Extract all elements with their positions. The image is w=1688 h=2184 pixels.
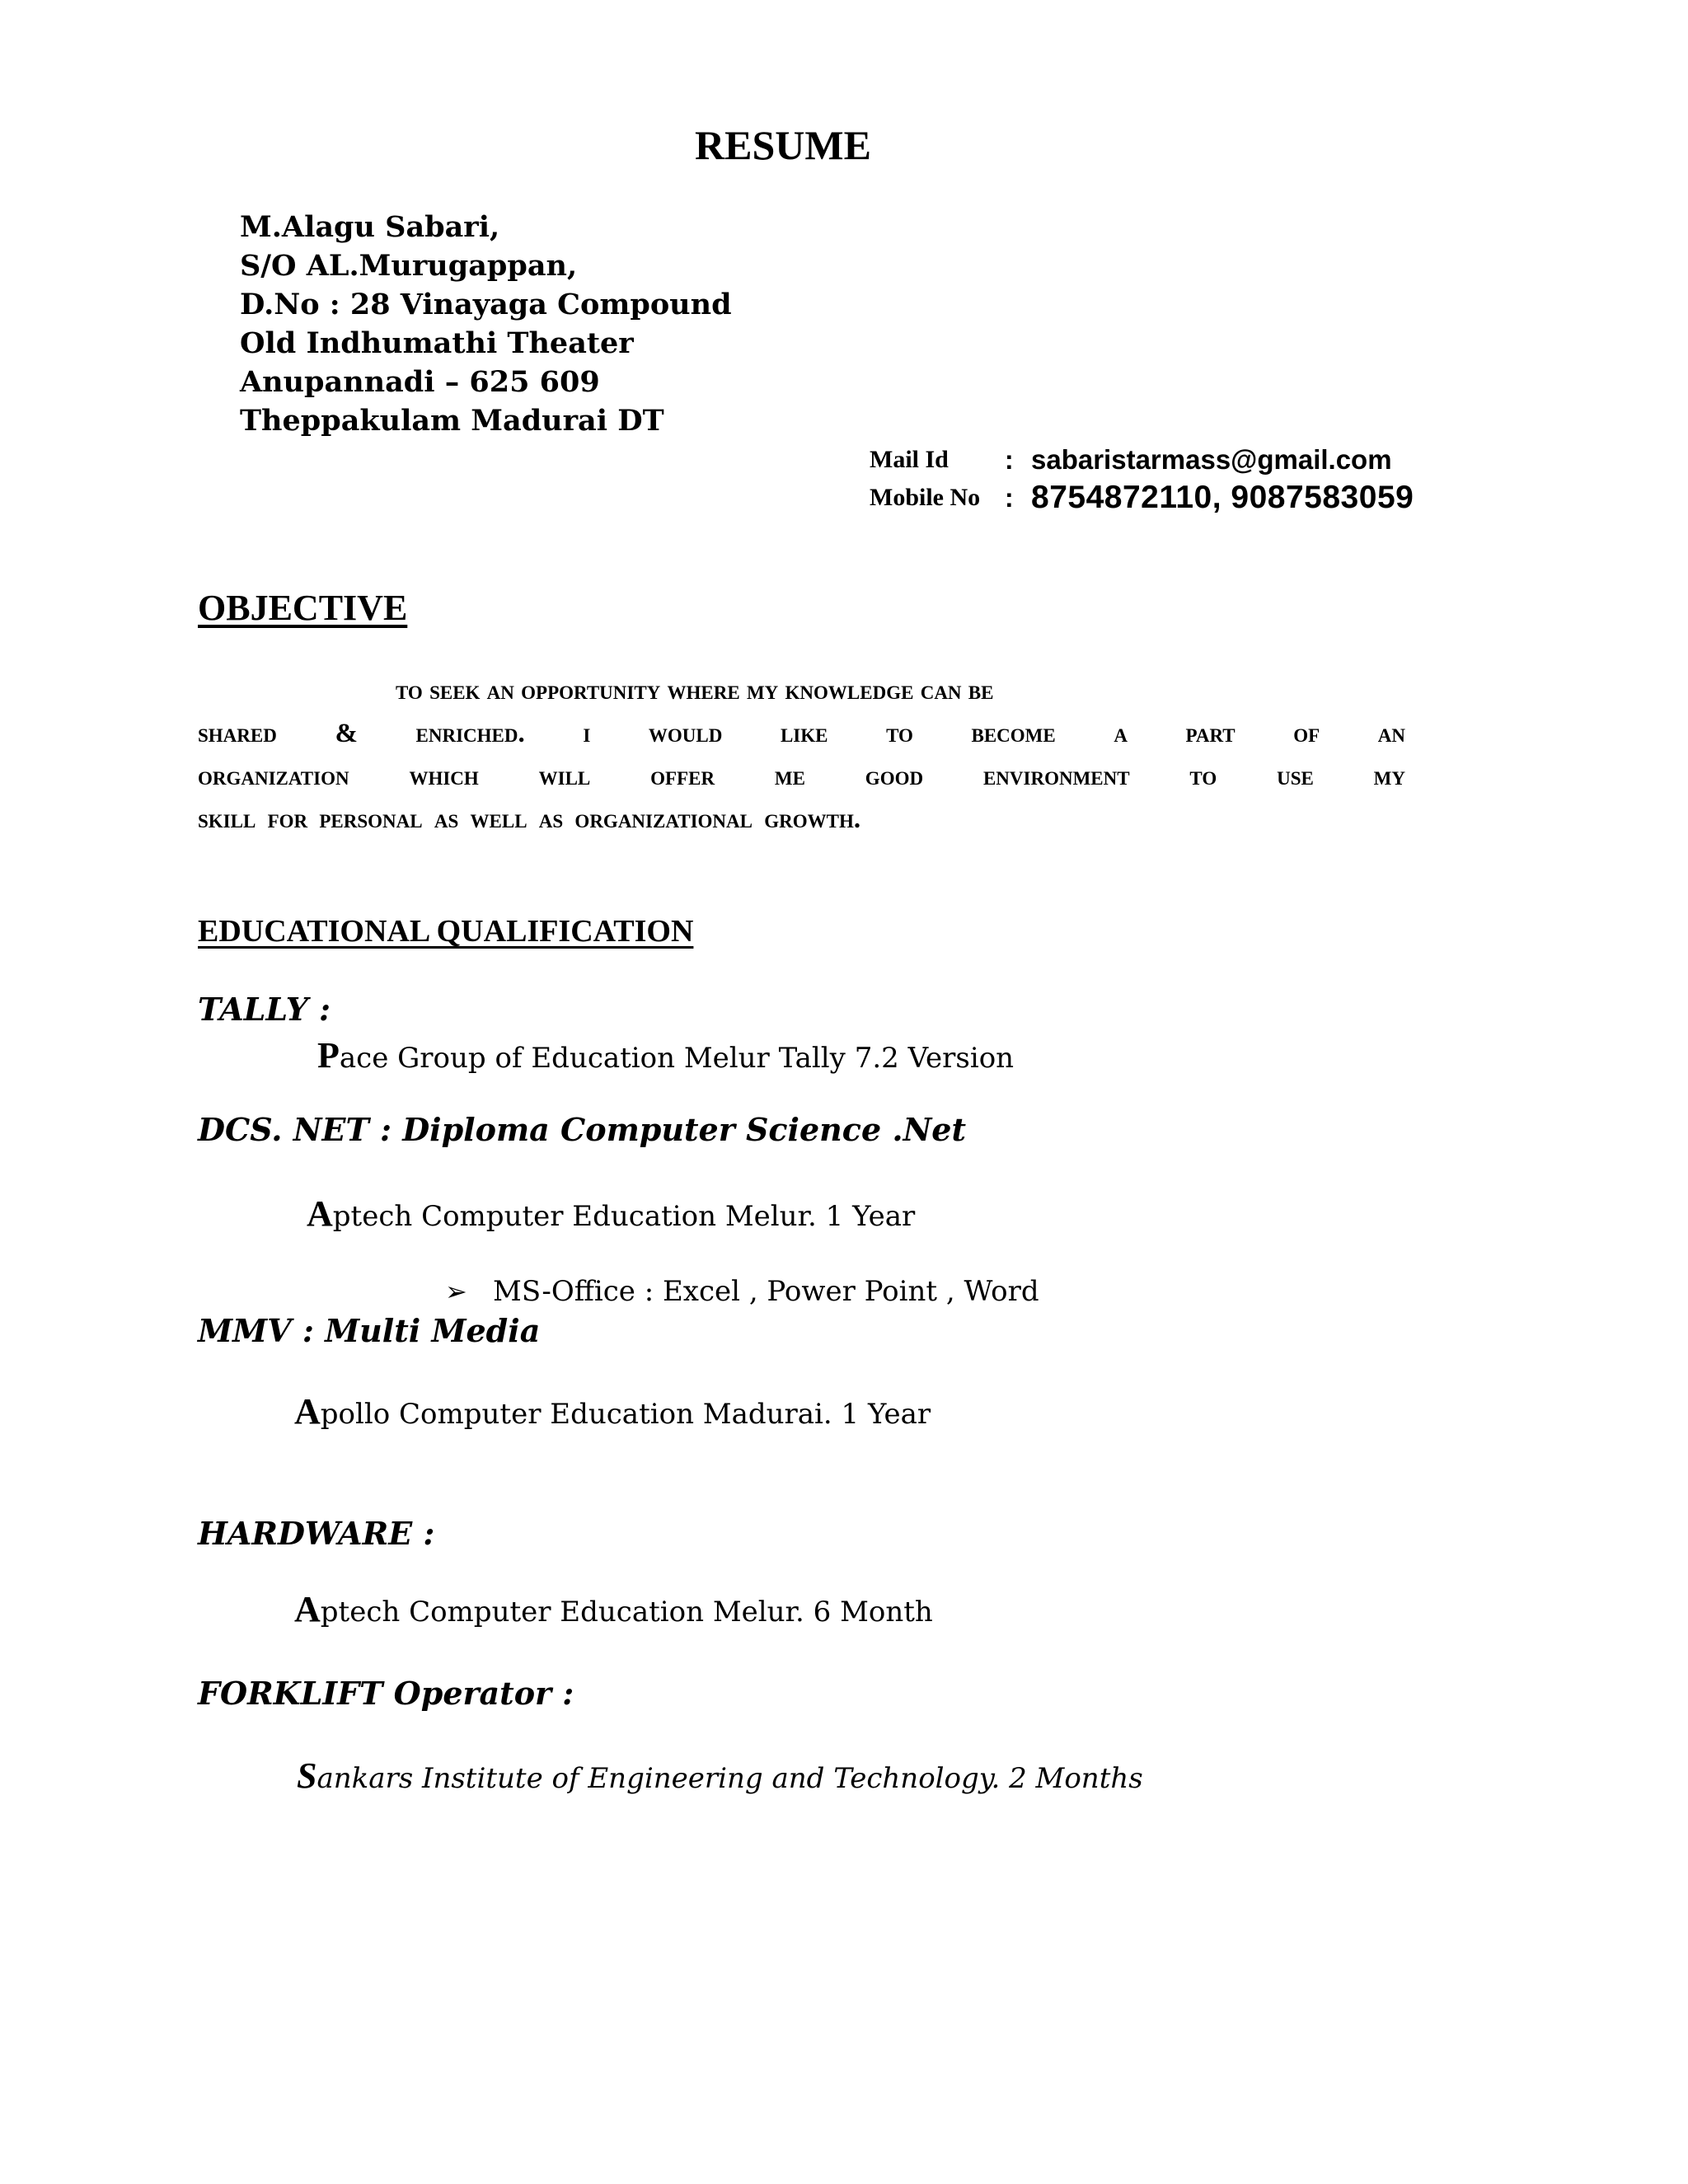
- forklift-detail-text: ankars Institute of Engineering and Technology. 2 Months: [316, 1762, 1143, 1795]
- objective-line-4: skill for personal as well as organizational growth.: [198, 804, 861, 834]
- address-line-pincode: Anupannadi – 625 609: [240, 365, 600, 399]
- mmv-detail: [294, 1391, 931, 1435]
- mmv-detail-text: pollo Computer Education Madurai. 1 Year: [320, 1398, 931, 1431]
- hardware-detail: [294, 1589, 933, 1633]
- address-block: [240, 208, 732, 440]
- forklift-detail: [297, 1755, 1143, 1799]
- dcs-heading: DCS. NET : Diploma Computer Science .Net: [198, 1111, 967, 1148]
- hardware-heading: HARDWARE :: [198, 1515, 435, 1552]
- tally-detail-text: ace Group of Education Melur Tally 7.2 Version: [339, 1042, 1015, 1075]
- address-line-district: Theppakulam Madurai DT: [240, 404, 664, 438]
- address-line-name: M.Alagu Sabari,: [240, 210, 500, 244]
- dcs-detail-text: ptech Computer Education Melur. 1 Year: [332, 1200, 916, 1233]
- objective-line-2: shared & enriched. i would like to become a part of an: [198, 719, 1405, 748]
- dcs-detail-initial: A: [307, 1193, 333, 1234]
- mobile-value: 8754872110, 9087583059: [1031, 480, 1414, 515]
- hardware-detail-initial: A: [294, 1589, 321, 1629]
- objective-line-3: organization which will offer me good environment to use my: [198, 762, 1405, 791]
- address-line-parent: S/O AL.Murugappan,: [240, 249, 578, 283]
- ms-office-text: MS-Office : Excel , Power Point , Word: [493, 1275, 1039, 1308]
- objective-line-1: to seek an opportunity where my knowledge can be: [396, 676, 994, 705]
- education-heading: EDUCATIONAL QUALIFICATION: [198, 914, 694, 949]
- arrow-bullet-icon: ➢: [445, 1276, 467, 1307]
- dcs-detail: [307, 1193, 915, 1237]
- forklift-detail-initial: S: [297, 1755, 317, 1796]
- mail-label: Mail Id: [870, 446, 949, 473]
- address-line-landmark: Old Indhumathi Theater: [240, 326, 634, 360]
- page-title: RESUME: [695, 122, 871, 168]
- objective-paragraph: [198, 669, 1405, 841]
- tally-heading: TALLY :: [198, 991, 331, 1028]
- mail-value: sabaristarmass@gmail.com: [1031, 444, 1392, 475]
- ms-office-bullet: [445, 1271, 1039, 1312]
- mobile-label: Mobile No: [870, 484, 981, 511]
- mail-separator: :: [1005, 445, 1014, 475]
- hardware-detail-text: ptech Computer Education Melur. 6 Month: [320, 1596, 933, 1629]
- objective-heading: OBJECTIVE: [198, 588, 408, 628]
- tally-detail: [317, 1035, 1014, 1079]
- address-line-door: D.No : 28 Vinayaga Compound: [240, 288, 732, 321]
- forklift-heading: FORKLIFT Operator :: [198, 1675, 574, 1712]
- mmv-heading: MMV : Multi Media: [198, 1312, 541, 1349]
- tally-detail-initial: P: [317, 1035, 340, 1076]
- mmv-detail-initial: A: [294, 1391, 321, 1432]
- mobile-separator: :: [1005, 483, 1014, 513]
